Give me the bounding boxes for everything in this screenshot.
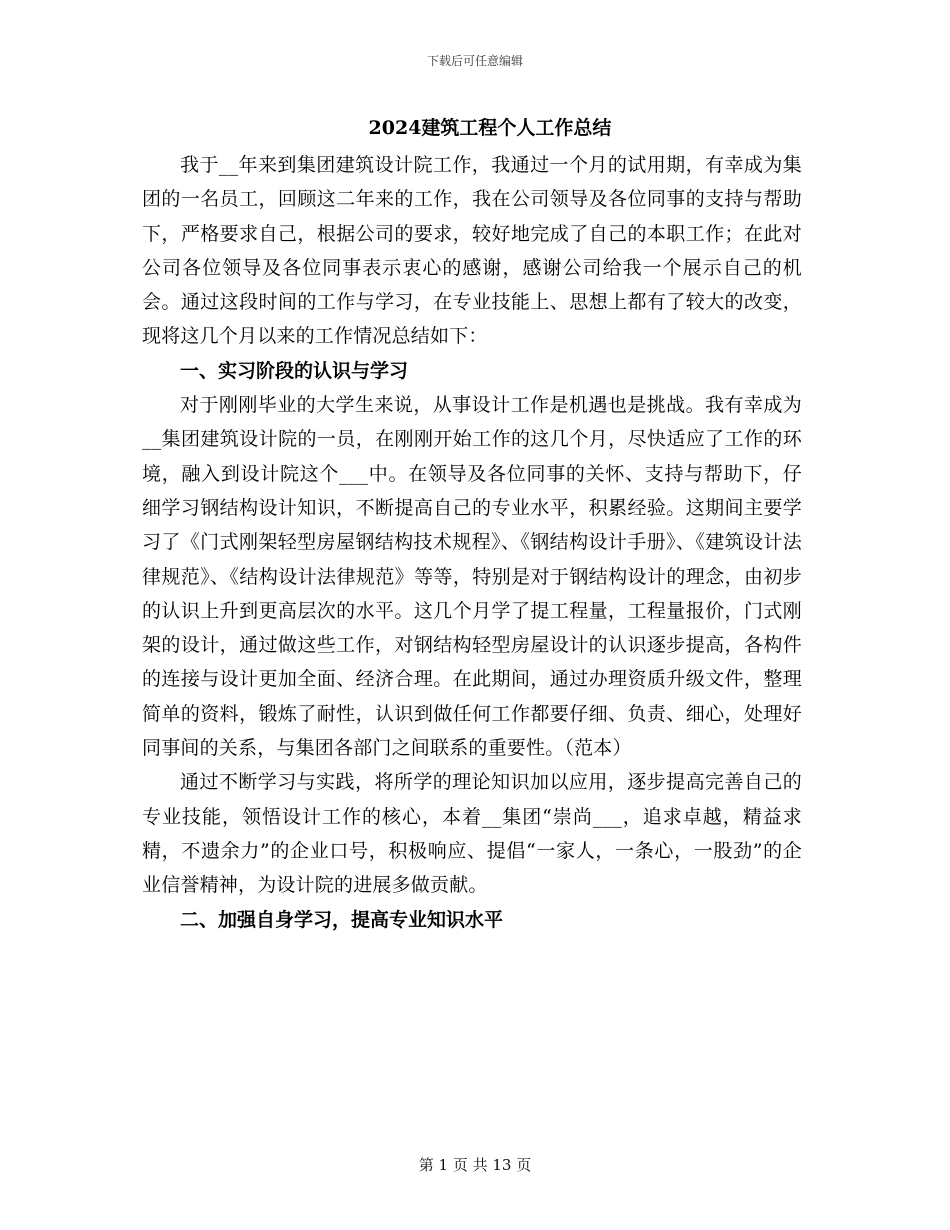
document-title: 2024建筑工程个人工作总结: [368, 117, 612, 139]
header-note: 下载后可任意编辑: [426, 54, 523, 68]
intro-paragraph: 我于__年来到集团建筑设计院工作，我通过一个月的试用期，有幸成为集团的一名员工，回顾这二年来的工作，我在公司领导及各位同事的支持与帮助下，严格要求自己，根据公司的要求，较好地完成了自己的本职工作；在此对公司各位领导及各位同事表示衷心的感谢，感谢公司给我一个展示自己的机会。通过这段时间的工作与学习，在专业技能上、思想上都有了较大的改变，现将这几个月以来的工作情况总结如下：: [142, 154, 802, 348]
internship-paragraph: 对于刚刚毕业的大学生来说，从事设计工作是机遇也是挑战。我有幸成为__集团建筑设计院的一员，在刚刚开始工作的这几个月，尽快适应了工作的环境，融入到设计院这个___中。在领导及各位同事的关怀、支持与帮助下，仔细学习钢结构设计知识，不断提高自己的专业水平，积累经验。这期间主要学习了《门式刚架轻型房屋钢结构技术规程》、《钢结构设计手册》、《建筑设计法律规范》、《结构设计法律规范》等等，特别是对于钢结构设计的理念，由初步的认识上升到更高层次的水平。这几个月学了提工程量，工程量报价，门式刚架的设计，通过做这些工作，对钢结构轻型房屋设计的认识逐步提高，各构件的连接与设计更加全面、经济合理。在此期间，通过办理资质升级文件，整理简单的资料，锻炼了耐性，认识到做任何工作都要仔细、负责、细心，处理好同事间的关系，与集团各部门之间联系的重要性。（范本）: [142, 394, 802, 760]
section-heading-1: 一、实习阶段的认识与学习: [180, 359, 409, 382]
document-body: [142, 108, 802, 937]
practice-paragraph: 通过不断学习与实践，将所学的理论知识加以应用，逐步提高完善自己的专业技能，领悟设计工作的核心，本着__集团“崇尚___，追求卓越，精益求精，不遗余力”的企业口号，积极响应、提倡“一家人，一条心，一股劲”的企业信誉精神，为设计院的进展多做贡献。: [142, 771, 802, 897]
page-footer: 第 1 页 共 13 页: [418, 1156, 532, 1174]
section-heading-2: 二、加强自身学习，提高专业知识水平: [180, 908, 504, 931]
